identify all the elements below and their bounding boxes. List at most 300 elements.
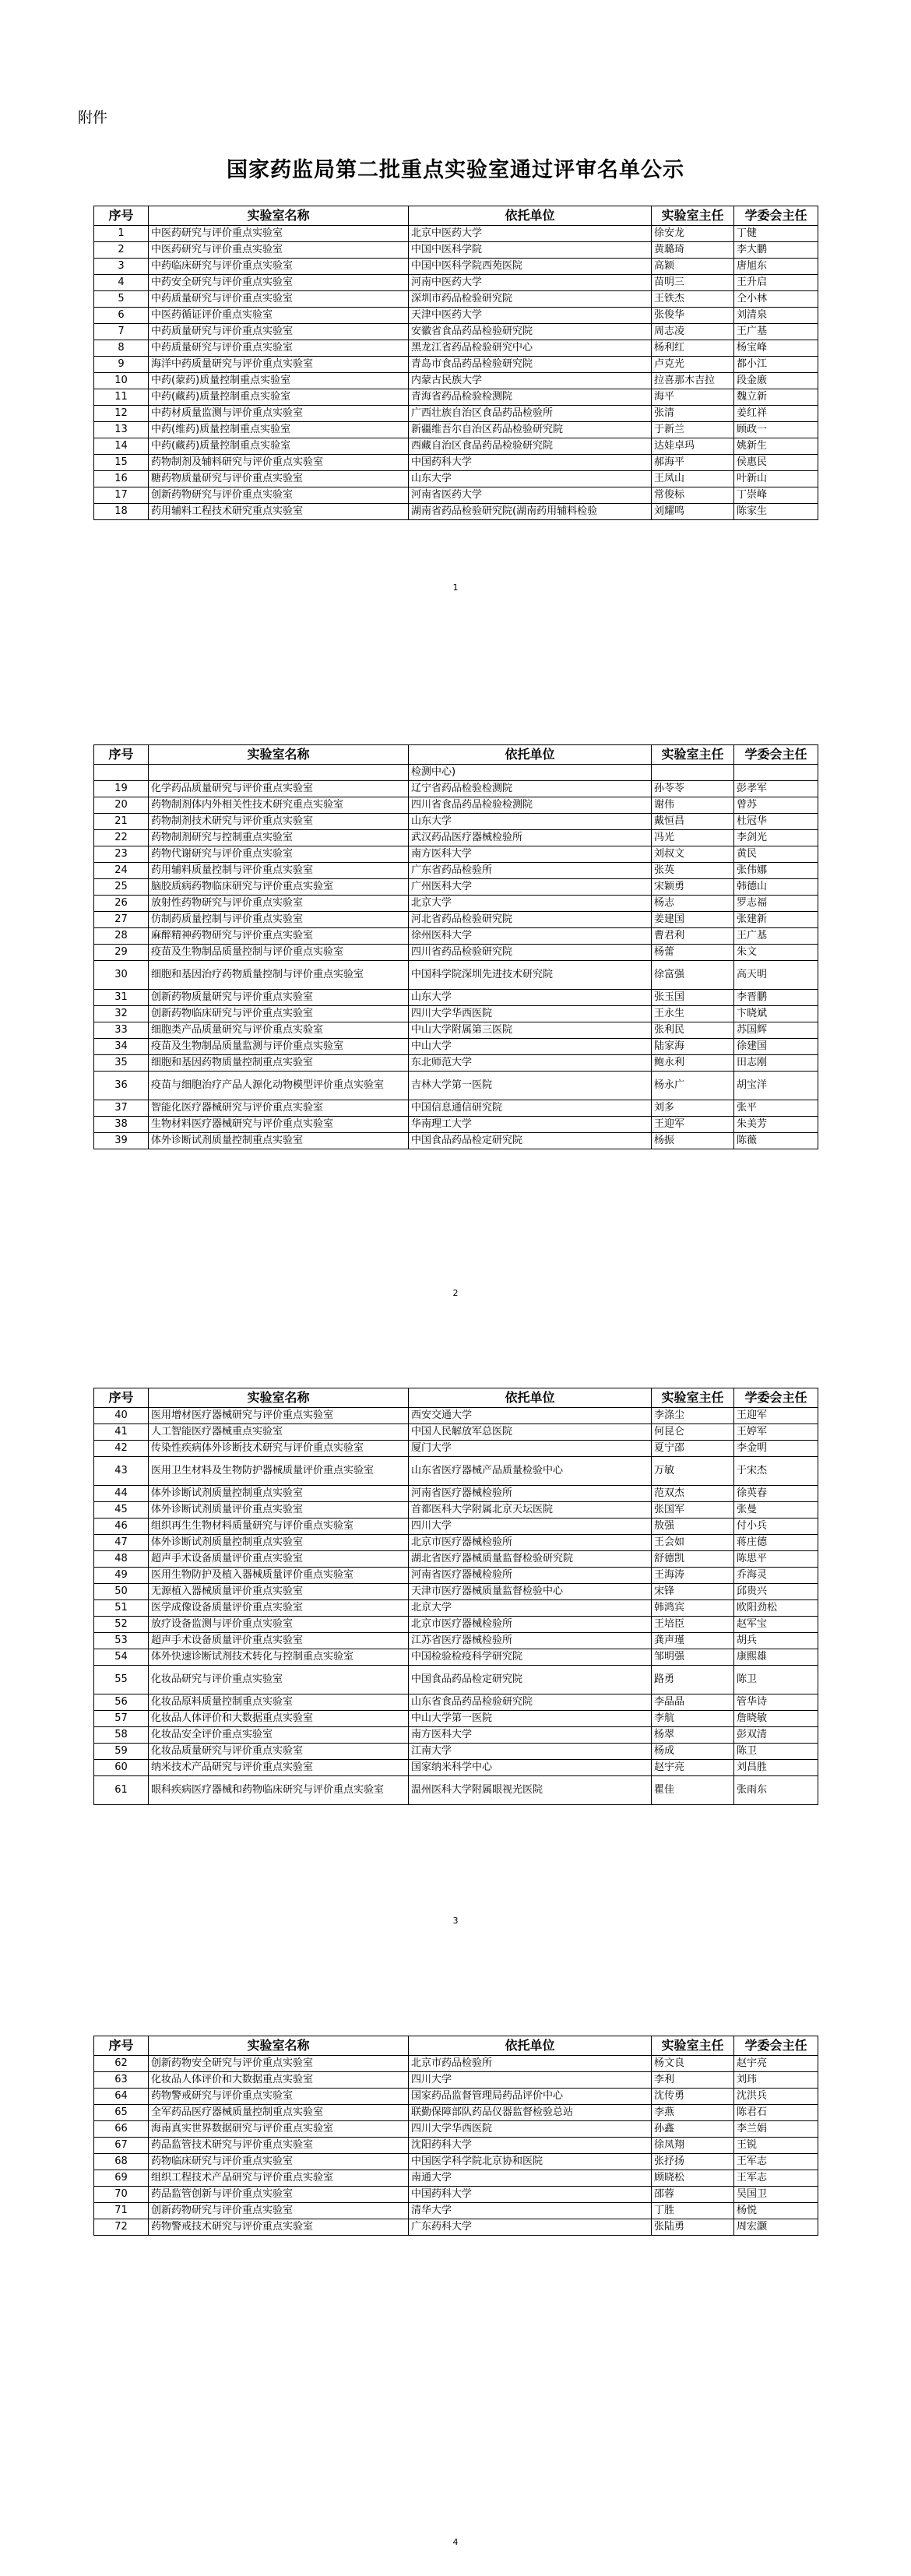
director-cell: 王培臣 — [652, 1617, 734, 1633]
table-row — [94, 1744, 818, 1760]
director-cell: 陆家海 — [652, 1039, 734, 1055]
host-unit-cell: 中山大学附属第三医院 — [409, 1022, 652, 1039]
table-row — [94, 2089, 818, 2105]
host-unit-cell: 四川省药品检验研究院 — [409, 945, 652, 961]
column-header-chair: 学委会主任 — [734, 206, 818, 226]
host-unit-cell: 四川省食品药品检验检测院 — [409, 797, 652, 814]
attachment-label: 附件 — [78, 109, 108, 126]
host-unit-cell: 湖北省医疗器械质量监督检验研究院 — [409, 1551, 652, 1568]
table-row — [94, 308, 818, 324]
column-header-chair: 学委会主任 — [734, 1388, 818, 1408]
chair-cell: 邱贵兴 — [734, 1584, 818, 1600]
table-row — [94, 2105, 818, 2121]
chair-cell: 刘玮 — [734, 2072, 818, 2089]
table-header-row — [94, 206, 818, 226]
row-number-cell: 43 — [94, 1457, 149, 1486]
director-cell: 王永生 — [652, 1006, 734, 1022]
host-unit-cell: 武汉药品医疗器械检验所 — [409, 830, 652, 846]
director-cell: 顾晓松 — [652, 2170, 734, 2187]
row-number-cell: 31 — [94, 990, 149, 1006]
host-unit-cell: 广西壮族自治区食品药品检验所 — [409, 406, 652, 422]
host-unit-cell: 清华大学 — [409, 2203, 652, 2219]
chair-cell: 蒋庄德 — [734, 1535, 818, 1551]
chair-cell: 乔海灵 — [734, 1568, 818, 1584]
row-number-cell: 23 — [94, 846, 149, 863]
lab-list-table-page-2 — [93, 744, 818, 1149]
director-cell: 杨蕾 — [652, 945, 734, 961]
table-row — [94, 1666, 818, 1694]
lab-name-cell: 生物材料医疗器械研究与评价重点实验室 — [149, 1117, 409, 1133]
table-row — [94, 1072, 818, 1100]
row-number-cell — [94, 765, 149, 781]
chair-cell: 侯惠民 — [734, 455, 818, 471]
director-cell: 张国军 — [652, 1502, 734, 1519]
row-number-cell: 50 — [94, 1584, 149, 1600]
host-unit-cell: 黑龙江省药品检验研究中心 — [409, 340, 652, 357]
host-unit-cell: 天津市医疗器械质量监督检验中心 — [409, 1584, 652, 1600]
table-row — [94, 2154, 818, 2170]
director-cell — [652, 765, 734, 781]
row-number-cell: 42 — [94, 1441, 149, 1457]
lab-name-cell: 医用生物防护及植入器械质量评价重点实验室 — [149, 1568, 409, 1584]
table-row — [94, 259, 818, 275]
host-unit-cell: 北京大学 — [409, 896, 652, 912]
director-cell: 赵宇亮 — [652, 1760, 734, 1776]
chair-cell: 卞晓斌 — [734, 1006, 818, 1022]
lab-name-cell: 细胞和基因治疗药物质量控制与评价重点实验室 — [149, 961, 409, 990]
table-row — [94, 275, 818, 291]
director-cell: 宋颖勇 — [652, 879, 734, 896]
chair-cell: 丁健 — [734, 226, 818, 242]
chair-cell: 欧阳劲松 — [734, 1600, 818, 1617]
table-row — [94, 1727, 818, 1744]
lab-name-cell: 创新药物研究与评价重点实验室 — [149, 2203, 409, 2219]
chair-cell: 韩德山 — [734, 879, 818, 896]
table-row — [94, 830, 818, 846]
chair-cell: 田志刚 — [734, 1055, 818, 1072]
column-header-number: 序号 — [94, 2036, 149, 2056]
host-unit-cell: 中国信息通信研究院 — [409, 1100, 652, 1117]
host-unit-cell: 广州医科大学 — [409, 879, 652, 896]
host-unit-cell: 新疆维吾尔自治区药品检验研究院 — [409, 422, 652, 438]
lab-name-cell: 医学成像设备质量评价重点实验室 — [149, 1600, 409, 1617]
host-unit-cell: 北京中医药大学 — [409, 226, 652, 242]
lab-name-cell: 超声手术设备质量评价重点实验室 — [149, 1551, 409, 1568]
column-header-director: 实验室主任 — [652, 745, 734, 765]
table-row — [94, 1711, 818, 1727]
director-cell: 黄璐琦 — [652, 242, 734, 259]
chair-cell: 李剑光 — [734, 830, 818, 846]
row-number-cell: 57 — [94, 1711, 149, 1727]
table-row — [94, 1117, 818, 1133]
column-header-lab-name: 实验室名称 — [149, 745, 409, 765]
chair-cell: 曾苏 — [734, 797, 818, 814]
chair-cell: 段金廒 — [734, 373, 818, 389]
lab-name-cell: 药物警戒技术研究与评价重点实验室 — [149, 2219, 409, 2236]
director-cell: 姜建国 — [652, 912, 734, 928]
row-number-cell: 26 — [94, 896, 149, 912]
row-number-cell: 12 — [94, 406, 149, 422]
row-number-cell: 51 — [94, 1600, 149, 1617]
host-unit-cell: 国家药品监督管理局药品评价中心 — [409, 2089, 652, 2105]
row-number-cell: 70 — [94, 2187, 149, 2203]
chair-cell: 魏立新 — [734, 389, 818, 406]
director-cell: 王迎军 — [652, 1117, 734, 1133]
lab-name-cell: 疫苗及生物制品质量监测与评价重点实验室 — [149, 1039, 409, 1055]
row-number-cell: 3 — [94, 259, 149, 275]
lab-name-cell: 体外快速诊断试剂技术转化与控制重点实验室 — [149, 1649, 409, 1666]
row-number-cell: 56 — [94, 1694, 149, 1711]
row-number-cell: 5 — [94, 291, 149, 308]
lab-name-cell: 中医药研究与评价重点实验室 — [149, 226, 409, 242]
row-number-cell: 71 — [94, 2203, 149, 2219]
lab-name-cell: 放射性药物研究与评价重点实验室 — [149, 896, 409, 912]
table-row — [94, 1100, 818, 1117]
chair-cell: 沈洪兵 — [734, 2089, 818, 2105]
director-cell: 拉喜那木吉拉 — [652, 373, 734, 389]
lab-name-cell: 眼科疾病医疗器械和药物临床研究与评价重点实验室 — [149, 1776, 409, 1805]
chair-cell: 刘清泉 — [734, 308, 818, 324]
row-number-cell: 16 — [94, 471, 149, 487]
row-number-cell: 67 — [94, 2138, 149, 2154]
director-cell: 张抒扬 — [652, 2154, 734, 2170]
host-unit-cell: 北京市药品检验所 — [409, 2056, 652, 2072]
table-row — [94, 863, 818, 879]
column-header-number: 序号 — [94, 1388, 149, 1408]
table-row — [94, 1006, 818, 1022]
host-unit-cell: 四川大学 — [409, 1519, 652, 1535]
row-number-cell: 8 — [94, 340, 149, 357]
row-number-cell: 22 — [94, 830, 149, 846]
lab-name-cell: 海洋中药质量研究与评价重点实验室 — [149, 357, 409, 373]
row-number-cell: 52 — [94, 1617, 149, 1633]
row-number-cell: 10 — [94, 373, 149, 389]
director-cell: 王铁杰 — [652, 291, 734, 308]
director-cell: 达娃卓玛 — [652, 438, 734, 455]
director-cell: 徐凤翔 — [652, 2138, 734, 2154]
director-cell: 万敏 — [652, 1457, 734, 1486]
director-cell: 曹君利 — [652, 928, 734, 945]
column-header-lab-name: 实验室名称 — [149, 1388, 409, 1408]
host-unit-cell: 中国药科大学 — [409, 2187, 652, 2203]
row-number-cell: 62 — [94, 2056, 149, 2072]
table-row — [94, 1441, 818, 1457]
lab-name-cell: 中药质量研究与评价重点实验室 — [149, 324, 409, 340]
lab-name-cell: 中医药循证评价重点实验室 — [149, 308, 409, 324]
lab-name-cell: 体外诊断试剂质量控制重点实验室 — [149, 1133, 409, 1149]
lab-name-cell: 细胞类产品质量研究与评价重点实验室 — [149, 1022, 409, 1039]
row-number-cell: 9 — [94, 357, 149, 373]
director-cell: 孙苓苓 — [652, 781, 734, 797]
row-number-cell: 24 — [94, 863, 149, 879]
host-unit-cell: 青岛市食品药品检验研究院 — [409, 357, 652, 373]
row-number-cell: 27 — [94, 912, 149, 928]
column-header-chair: 学委会主任 — [734, 2036, 818, 2056]
lab-name-cell: 药物制剂体内外相关性技术研究重点实验室 — [149, 797, 409, 814]
table-row — [94, 1519, 818, 1535]
table-row — [94, 945, 818, 961]
table-row — [94, 879, 818, 896]
lab-name-cell: 医用卫生材料及生物防护器械质量评价重点实验室 — [149, 1457, 409, 1486]
director-cell: 敖强 — [652, 1519, 734, 1535]
column-header-director: 实验室主任 — [652, 1388, 734, 1408]
lab-name-cell: 中药质量研究与评价重点实验室 — [149, 340, 409, 357]
lab-name-cell: 中药(蒙药)质量控制重点实验室 — [149, 373, 409, 389]
row-number-cell: 45 — [94, 1502, 149, 1519]
host-unit-cell: 山东省医疗器械产品质量检验中心 — [409, 1457, 652, 1486]
director-cell: 丁胜 — [652, 2203, 734, 2219]
row-number-cell: 29 — [94, 945, 149, 961]
lab-list-table-page-4 — [93, 2036, 818, 2236]
lab-name-cell: 化学药品质量研究与评价重点实验室 — [149, 781, 409, 797]
table-row — [94, 797, 818, 814]
lab-name-cell: 中药临床研究与评价重点实验室 — [149, 259, 409, 275]
chair-cell: 唐旭东 — [734, 259, 818, 275]
director-cell: 刘耀鸣 — [652, 504, 734, 520]
table-row — [94, 504, 818, 520]
lab-list-table-page-3 — [93, 1388, 818, 1805]
row-number-cell: 46 — [94, 1519, 149, 1535]
chair-cell: 吴国卫 — [734, 2187, 818, 2203]
lab-name-cell: 中医药研究与评价重点实验室 — [149, 242, 409, 259]
chair-cell: 管华诗 — [734, 1694, 818, 1711]
row-number-cell: 39 — [94, 1133, 149, 1149]
table-row — [94, 2056, 818, 2072]
host-unit-cell: 广东省药品检验所 — [409, 863, 652, 879]
row-number-cell: 58 — [94, 1727, 149, 1744]
director-cell: 李航 — [652, 1711, 734, 1727]
row-number-cell: 40 — [94, 1408, 149, 1424]
table-row — [94, 1776, 818, 1805]
director-cell: 何昆仑 — [652, 1424, 734, 1441]
chair-cell: 高天明 — [734, 961, 818, 990]
host-unit-cell: 天津中医药大学 — [409, 308, 652, 324]
column-header-lab-name: 实验室名称 — [149, 2036, 409, 2056]
lab-name-cell: 化妆品安全评价重点实验室 — [149, 1727, 409, 1744]
lab-name-cell: 疫苗与细胞治疗产品人源化动物模型评价重点实验室 — [149, 1072, 409, 1100]
director-cell: 鲍永利 — [652, 1055, 734, 1072]
table-row — [94, 846, 818, 863]
lab-name-cell: 糖药物质量研究与评价重点实验室 — [149, 471, 409, 487]
director-cell: 李涤尘 — [652, 1408, 734, 1424]
table-header-row — [94, 1388, 818, 1408]
host-unit-cell: 河北省药品检验研究院 — [409, 912, 652, 928]
table-row — [94, 2138, 818, 2154]
table-row — [94, 422, 818, 438]
row-number-cell: 72 — [94, 2219, 149, 2236]
continuation-row — [94, 765, 818, 781]
chair-cell: 赵宇亮 — [734, 2056, 818, 2072]
lab-name-cell: 纳米技术产品研究与评价重点实验室 — [149, 1760, 409, 1776]
chair-cell: 黄民 — [734, 846, 818, 863]
document-title: 国家药监局第二批重点实验室通过评审名单公示 — [227, 158, 684, 182]
lab-name-cell: 药品监管创新与评价重点实验室 — [149, 2187, 409, 2203]
chair-cell: 周宏灏 — [734, 2219, 818, 2236]
chair-cell — [734, 765, 818, 781]
host-unit-cell: 南通大学 — [409, 2170, 652, 2187]
table-row — [94, 2203, 818, 2219]
director-cell: 范双杰 — [652, 1486, 734, 1502]
row-number-cell: 13 — [94, 422, 149, 438]
chair-cell: 徐建国 — [734, 1039, 818, 1055]
director-cell: 杨文良 — [652, 2056, 734, 2072]
director-cell: 海平 — [652, 389, 734, 406]
host-unit-cell: 北京市医疗器械检验所 — [409, 1617, 652, 1633]
director-cell: 卢克光 — [652, 357, 734, 373]
lab-name-cell: 智能化医疗器械研究与评价重点实验室 — [149, 1100, 409, 1117]
director-cell: 常俊标 — [652, 487, 734, 504]
row-number-cell: 25 — [94, 879, 149, 896]
chair-cell: 彭双清 — [734, 1727, 818, 1744]
table-row — [94, 1408, 818, 1424]
director-cell: 宋锋 — [652, 1584, 734, 1600]
table-row — [94, 1502, 818, 1519]
row-number-cell: 55 — [94, 1666, 149, 1694]
row-number-cell: 54 — [94, 1649, 149, 1666]
lab-name-cell — [149, 765, 409, 781]
host-unit-cell: 中山大学 — [409, 1039, 652, 1055]
lab-name-cell: 传染性疾病体外诊断技术研究与评价重点实验室 — [149, 1441, 409, 1457]
chair-cell: 李大鹏 — [734, 242, 818, 259]
column-header-host-unit: 依托单位 — [409, 206, 652, 226]
host-unit-cell: 中国中医科学院 — [409, 242, 652, 259]
chair-cell: 康熙雄 — [734, 1649, 818, 1666]
lab-name-cell: 药物制剂技术研究与评价重点实验室 — [149, 814, 409, 830]
table-row — [94, 1055, 818, 1072]
chair-cell: 彭孝军 — [734, 781, 818, 797]
director-cell: 夏宁邵 — [652, 1441, 734, 1457]
table-row — [94, 487, 818, 504]
table-row — [94, 2072, 818, 2089]
chair-cell: 叶新山 — [734, 471, 818, 487]
director-cell: 杨振 — [652, 1133, 734, 1149]
host-unit-cell: 山东大学 — [409, 990, 652, 1006]
chair-cell: 王婷军 — [734, 1424, 818, 1441]
chair-cell: 陈君石 — [734, 2105, 818, 2121]
table-row — [94, 1424, 818, 1441]
host-unit-cell: 广东药科大学 — [409, 2219, 652, 2236]
row-number-cell: 38 — [94, 1117, 149, 1133]
table-row — [94, 781, 818, 797]
table-row — [94, 1457, 818, 1486]
director-cell: 张英 — [652, 863, 734, 879]
lab-name-cell: 超声手术设备质量评价重点实验室 — [149, 1633, 409, 1649]
director-cell: 龚声瑾 — [652, 1633, 734, 1649]
chair-cell: 陈卫 — [734, 1744, 818, 1760]
table-row — [94, 990, 818, 1006]
row-number-cell: 18 — [94, 504, 149, 520]
host-unit-cell: 中国食品药品检定研究院 — [409, 1133, 652, 1149]
host-unit-cell: 沈阳药科大学 — [409, 2138, 652, 2154]
table-row — [94, 1133, 818, 1149]
director-cell: 周志凌 — [652, 324, 734, 340]
row-number-cell: 68 — [94, 2154, 149, 2170]
chair-cell: 张曼 — [734, 1502, 818, 1519]
row-number-cell: 65 — [94, 2105, 149, 2121]
lab-name-cell: 放疗设备监测与评价重点实验室 — [149, 1617, 409, 1633]
chair-cell: 赵军宝 — [734, 1617, 818, 1633]
director-cell: 杨翠 — [652, 1727, 734, 1744]
lab-name-cell: 药用辅料工程技术研究重点实验室 — [149, 504, 409, 520]
lab-name-cell: 化妆品质量研究与评价重点实验室 — [149, 1744, 409, 1760]
chair-cell: 胡兵 — [734, 1633, 818, 1649]
table-row — [94, 896, 818, 912]
table-row — [94, 242, 818, 259]
row-number-cell: 14 — [94, 438, 149, 455]
host-unit-cell: 安徽省食品药品检验研究院 — [409, 324, 652, 340]
lab-name-cell: 无源植入器械质量评价重点实验室 — [149, 1584, 409, 1600]
host-unit-cell: 厦门大学 — [409, 1441, 652, 1457]
row-number-cell: 66 — [94, 2121, 149, 2138]
column-header-lab-name: 实验室名称 — [149, 206, 409, 226]
chair-cell: 仝小林 — [734, 291, 818, 308]
director-cell: 路勇 — [652, 1666, 734, 1694]
row-number-cell: 37 — [94, 1100, 149, 1117]
chair-cell: 李金明 — [734, 1441, 818, 1457]
table-row — [94, 1535, 818, 1551]
director-cell: 张陆勇 — [652, 2219, 734, 2236]
lab-name-cell: 细胞和基因药物质量控制重点实验室 — [149, 1055, 409, 1072]
director-cell: 李晶晶 — [652, 1694, 734, 1711]
director-cell: 高颖 — [652, 259, 734, 275]
host-unit-cell: 中山大学第一医院 — [409, 1711, 652, 1727]
column-header-host-unit: 依托单位 — [409, 1388, 652, 1408]
host-unit-cell: 青海省药品检验检测院 — [409, 389, 652, 406]
host-unit-cell: 内蒙古民族大学 — [409, 373, 652, 389]
host-unit-cell: 中国中医科学院西苑医院 — [409, 259, 652, 275]
lab-name-cell: 创新药物质量研究与评价重点实验室 — [149, 990, 409, 1006]
row-number-cell: 47 — [94, 1535, 149, 1551]
row-number-cell: 41 — [94, 1424, 149, 1441]
chair-cell: 张平 — [734, 1100, 818, 1117]
lab-name-cell: 人工智能医疗器械重点实验室 — [149, 1424, 409, 1441]
lab-name-cell: 海南真实世界数据研究与评价重点实验室 — [149, 2121, 409, 2138]
chair-cell: 王军志 — [734, 2170, 818, 2187]
host-unit-cell: 山东省食品药品检验研究院 — [409, 1694, 652, 1711]
lab-name-cell: 化妆品研究与评价重点实验室 — [149, 1666, 409, 1694]
director-cell: 邹明强 — [652, 1649, 734, 1666]
table-row — [94, 1039, 818, 1055]
director-cell: 沈传勇 — [652, 2089, 734, 2105]
row-number-cell: 49 — [94, 1568, 149, 1584]
lab-name-cell: 化妆品原料质量控制重点实验室 — [149, 1694, 409, 1711]
table-row — [94, 912, 818, 928]
director-cell: 谢伟 — [652, 797, 734, 814]
row-number-cell: 17 — [94, 487, 149, 504]
host-unit-cell: 河南省医药大学 — [409, 487, 652, 504]
chair-cell: 杨悦 — [734, 2203, 818, 2219]
host-unit-cell: 检测中心) — [409, 765, 652, 781]
host-unit-cell: 西安交通大学 — [409, 1408, 652, 1424]
row-number-cell: 32 — [94, 1006, 149, 1022]
host-unit-cell: 山东大学 — [409, 471, 652, 487]
lab-name-cell: 体外诊断试剂质量控制重点实验室 — [149, 1486, 409, 1502]
chair-cell: 张伟娜 — [734, 863, 818, 879]
chair-cell: 苏国辉 — [734, 1022, 818, 1039]
table-row — [94, 291, 818, 308]
row-number-cell: 19 — [94, 781, 149, 797]
host-unit-cell: 中国药科大学 — [409, 455, 652, 471]
director-cell: 瞿佳 — [652, 1776, 734, 1805]
lab-name-cell: 脑胶质病药物临床研究与评价重点实验室 — [149, 879, 409, 896]
director-cell: 张玉国 — [652, 990, 734, 1006]
director-cell: 孙鑫 — [652, 2121, 734, 2138]
host-unit-cell: 湖南省药品检验研究院(湖南药用辅料检验 — [409, 504, 652, 520]
row-number-cell: 15 — [94, 455, 149, 471]
lab-list-table-page-1 — [93, 206, 818, 520]
column-header-director: 实验室主任 — [652, 206, 734, 226]
chair-cell: 罗志福 — [734, 896, 818, 912]
